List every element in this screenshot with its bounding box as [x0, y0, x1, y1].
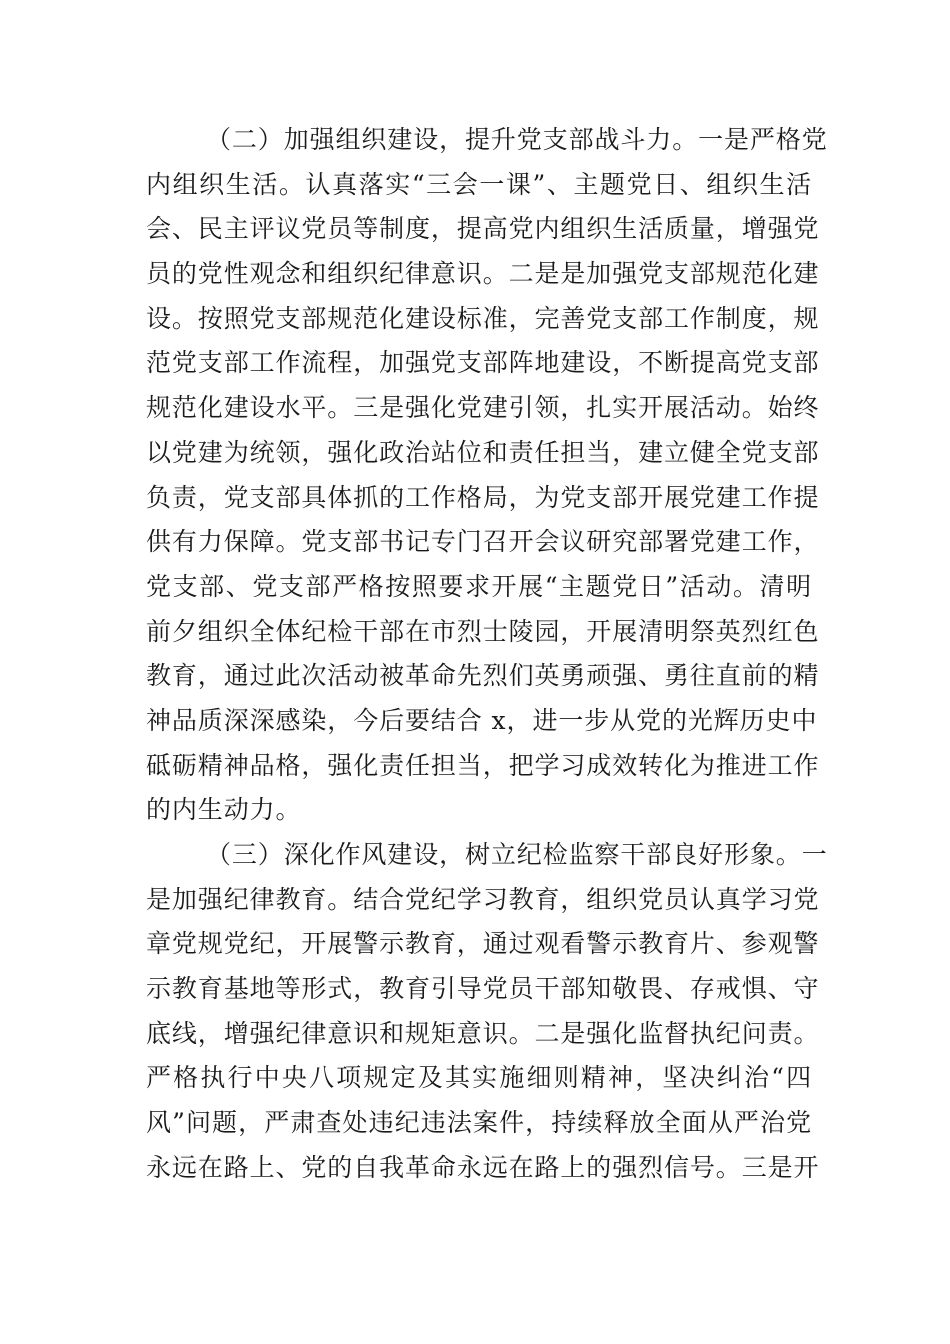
text-line: 以党建为统领，强化政治站位和责任担当，建立健全党支部 [146, 437, 820, 467]
text-line: 底线，增强纪律意识和规矩意识。二是强化监督执纪问责。 [146, 1018, 820, 1048]
text-line: 负责，党支部具体抓的工作格局，为党支部开展党建工作提 [146, 482, 820, 512]
text-line: 的内生动力。 [146, 795, 302, 825]
text-line: 会、民主评议党员等制度，提高党内组织生活质量，增强党 [146, 214, 820, 244]
text-line: 章党规党纪，开展警示教育，通过观看警示教育片、参观警 [146, 929, 820, 959]
text-line: （三）深化作风建设，树立纪检监察干部良好形象。一 [206, 840, 828, 869]
text-line: 严格执行中央八项规定及其实施细则精神，坚决纠治“四 [146, 1063, 812, 1093]
text-line: 设。按照党支部规范化建设标准，完善党支部工作制度，规 [146, 303, 820, 333]
text-line: 范党支部工作流程，加强党支部阵地建设，不断提高党支部 [146, 348, 820, 378]
document-body [146, 118, 828, 1191]
text-line: 神品质深深感染，今后要结合 x，进一步从党的光辉历史中 [146, 705, 818, 735]
text-line: 风”问题，严肃查处违纪违法案件，持续释放全面从严治党 [146, 1108, 812, 1138]
text-line: 内组织生活。认真落实“三会一课”、主题党日、组织生活 [146, 169, 812, 199]
text-line: 教育，通过此次活动被革命先烈们英勇顽强、勇往直前的精 [146, 661, 820, 691]
text-line: 示教育基地等形式，教育引导党员干部知敬畏、存戒惧、守 [146, 974, 820, 1004]
text-line: 是加强纪律教育。结合党纪学习教育，组织党员认真学习党 [146, 884, 820, 914]
paragraph-organization-building [146, 118, 828, 833]
text-line: 党支部、党支部严格按照要求开展“主题党日”活动。清明 [146, 571, 812, 601]
text-line: （二）加强组织建设，提升党支部战斗力。一是严格党 [206, 125, 828, 154]
text-line: 员的党性观念和组织纪律意识。二是是加强党支部规范化建 [146, 259, 820, 289]
text-line: 砥砺精神品格，强化责任担当，把学习成效转化为推进工作 [146, 750, 820, 780]
text-line: 前夕组织全体纪检干部在市烈士陵园，开展清明祭英烈红色 [146, 616, 820, 646]
text-line: 永远在路上、党的自我革命永远在路上的强烈信号。三是开 [146, 1152, 820, 1182]
paragraph-work-style-building [146, 833, 828, 1191]
text-line: 规范化建设水平。三是强化党建引领，扎实开展活动。始终 [146, 393, 820, 423]
text-line: 供有力保障。党支部书记专门召开会议研究部署党建工作， [146, 527, 820, 557]
